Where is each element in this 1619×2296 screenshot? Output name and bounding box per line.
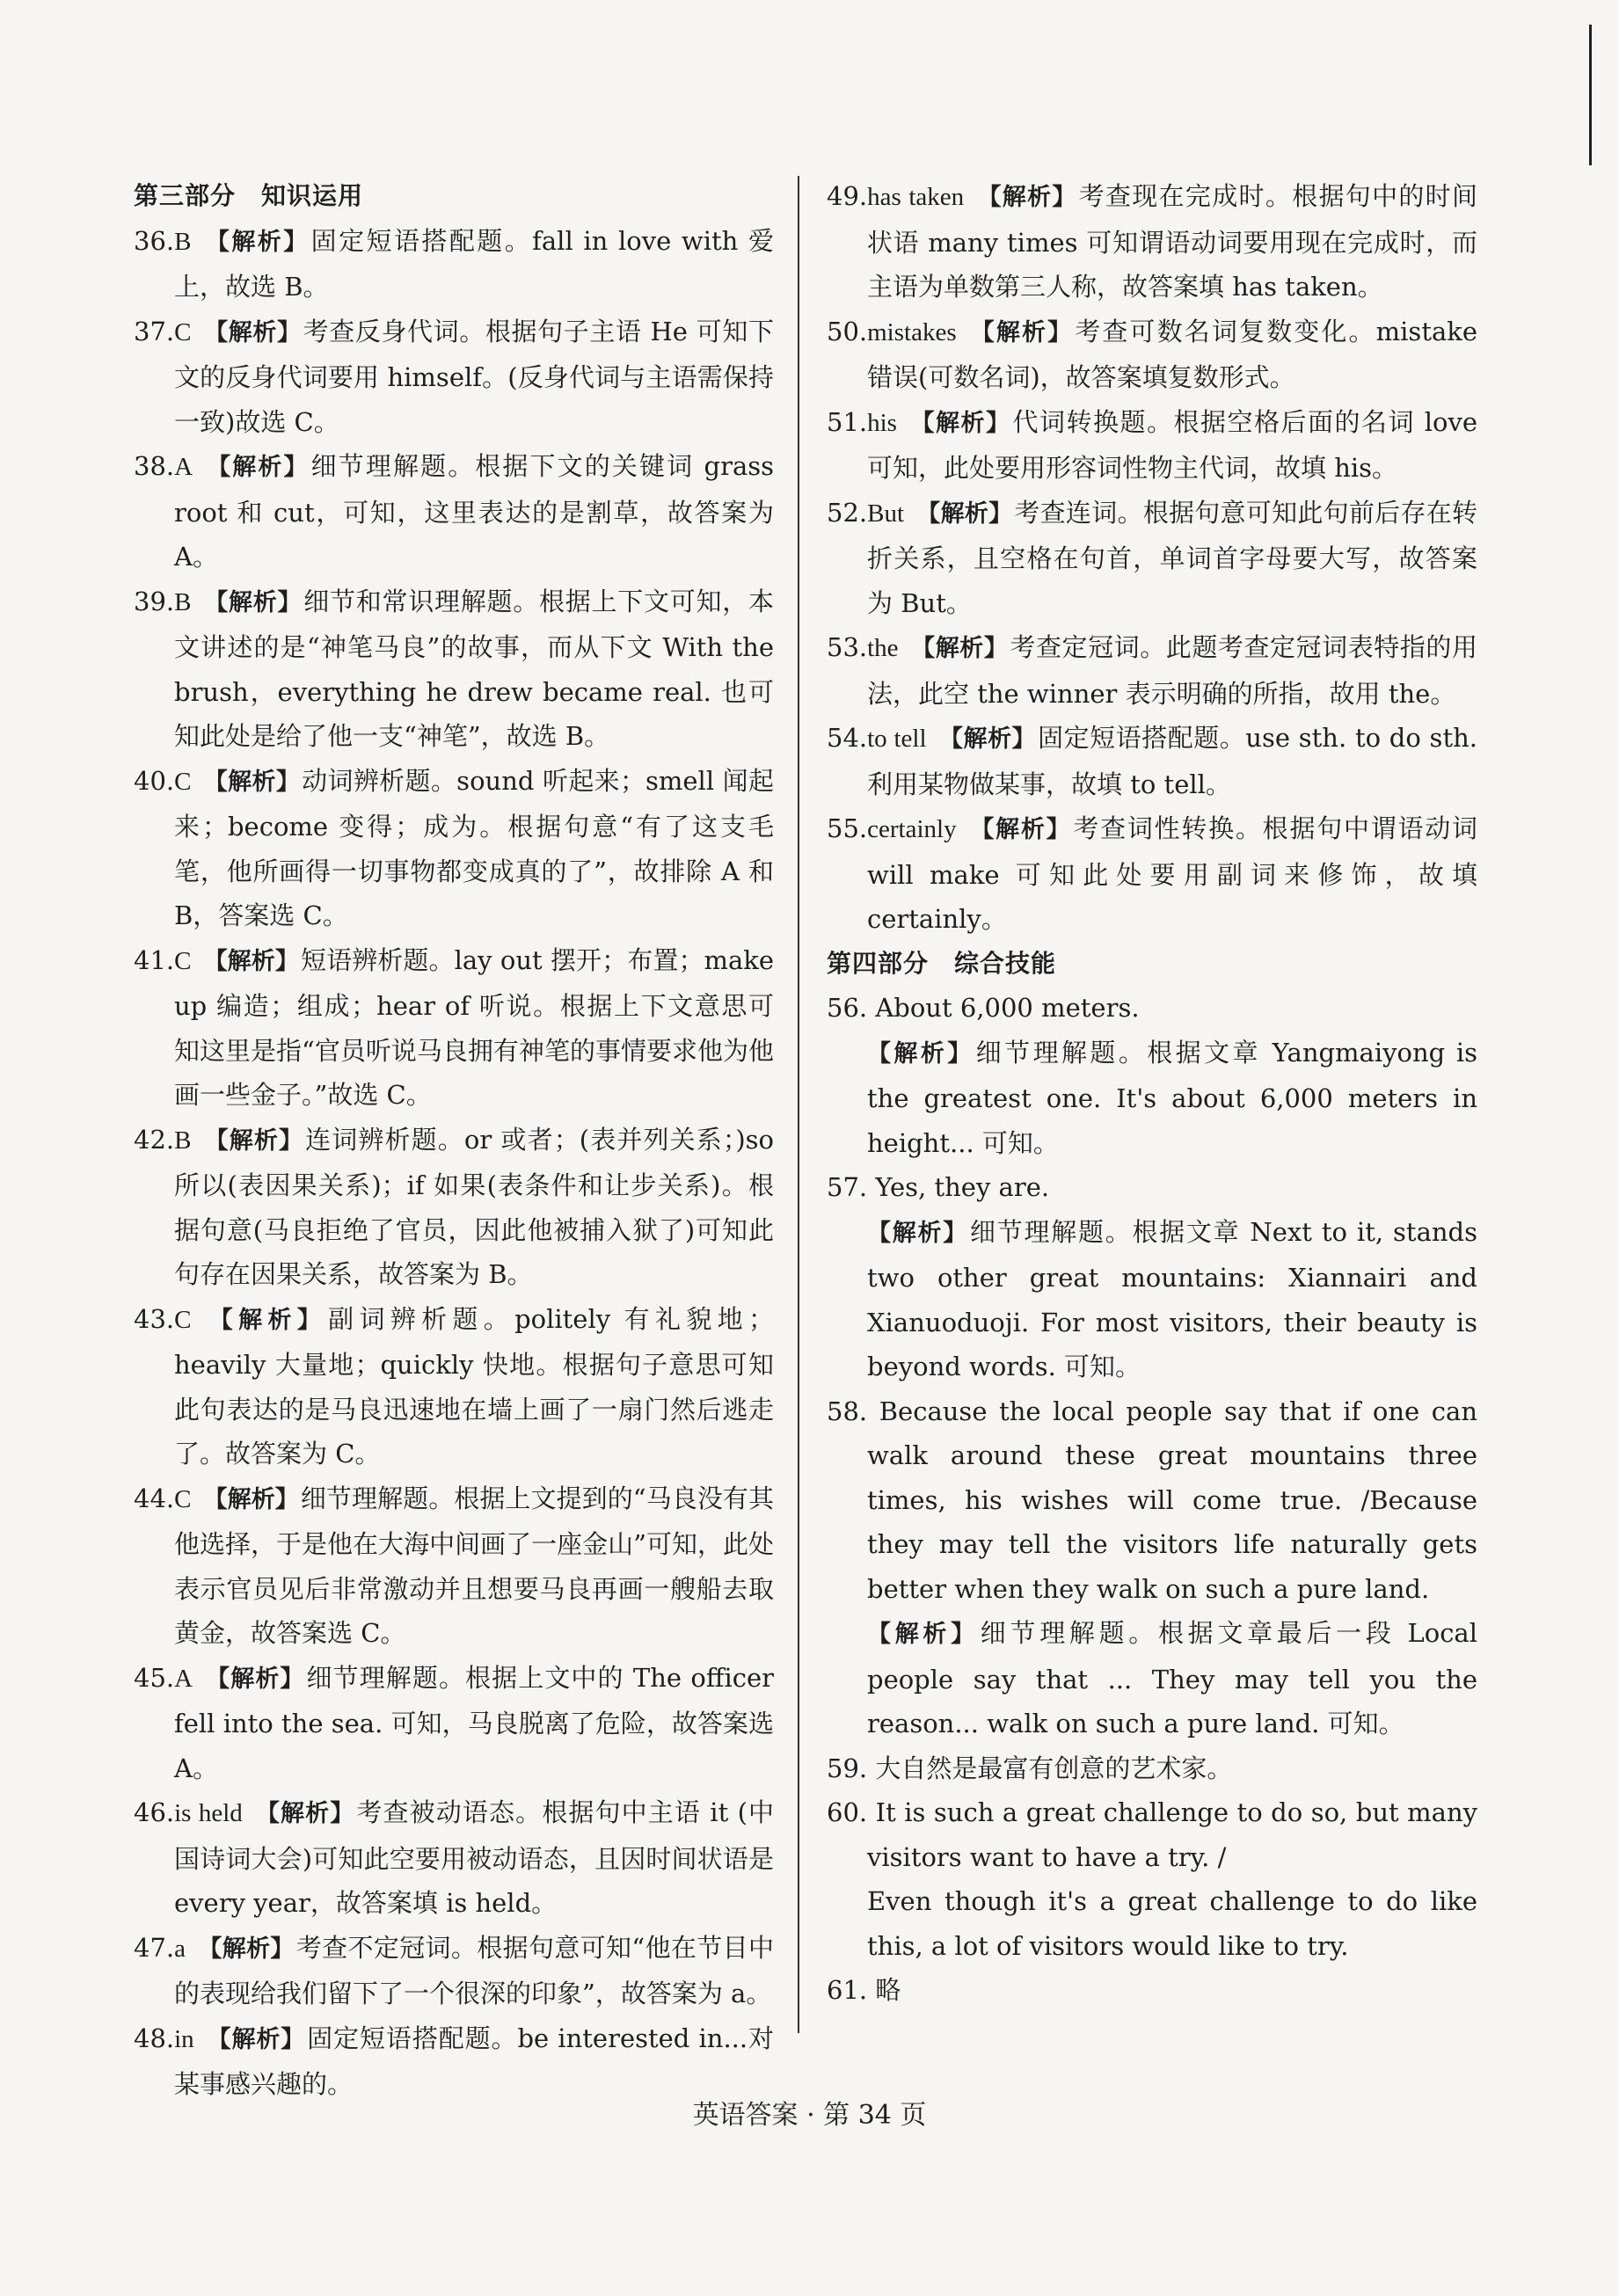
answer-text: It is such a great challenge to do so, but many visitors want to have a try. / [867, 1797, 1478, 1872]
question-number: 58. [827, 1396, 868, 1426]
question-number: 57. [827, 1172, 868, 1202]
question-number: 46. [134, 1797, 175, 1827]
analysis-text: 考查现在完成时。根据句中的时间状语 many times 可知谓语动词要用现在完成时，而主语为单数第三人称，故答案填 has taken。 [867, 181, 1477, 302]
question-number: 51. [827, 406, 868, 437]
answer-key: A [174, 453, 193, 481]
analysis-text: 考查定冠词。此题考查定冠词表特指的用法，此空 the winner 表示明确的所指，故用 the。 [867, 632, 1477, 709]
answer-key: C [174, 946, 192, 975]
answer-item [827, 625, 1477, 716]
page-footer: 英语答案 · 第 34 页 [692, 2100, 927, 2131]
page-edge-line [1589, 25, 1592, 165]
analysis-tag: 【解析】 [910, 635, 1009, 662]
answer-item [827, 1790, 1477, 1879]
analysis-tag: 【解析】 [908, 409, 1011, 437]
part4-answer-list [827, 986, 1477, 2013]
analysis-text: 动词辨析题。sound 听起来；smell 闻起来；become 变得；成为。根据句意“有了这支毛笔，他所画得一切事物都变成真的了”，故排除 A 和 B，答案选 C。 [174, 765, 774, 930]
answer-item [827, 310, 1477, 400]
question-number: 40. [134, 765, 175, 796]
analysis-block [827, 1031, 1477, 1166]
left-answer-list [134, 219, 774, 2107]
answer-item [134, 444, 774, 579]
analysis-text: 考查连词。根据句意可知此句前后存在转折关系，且空格在句首，单词首字母要大写，故答案为 But。 [867, 497, 1477, 618]
answer-item [134, 1118, 774, 1297]
answer-key: B [174, 587, 192, 616]
analysis-block [827, 1611, 1477, 1746]
answer-key: But [867, 499, 905, 528]
question-number: 52. [827, 497, 868, 528]
answer-item [134, 1297, 774, 1476]
question-number: 61. [827, 1975, 868, 2005]
analysis-tag: 【解析】 [203, 1126, 304, 1155]
analysis-text: 细节理解题。根据上文中的 The officer fell into the sea. 可知，马良脱离了危险，故答案选 A。 [174, 1662, 774, 1783]
answer-key: C [174, 767, 192, 796]
question-number: 38. [134, 451, 175, 481]
answer-item [827, 400, 1477, 491]
analysis-tag: 【解析】 [203, 947, 299, 975]
analysis-text: 细节理解题。根据上文提到的“马良没有其他选择，于是他在大海中间画了一座金山”可知，此处表示官员见后非常激动并且想要马良再画一艘船去取黄金，故答案选 C。 [174, 1483, 775, 1648]
answer-key: certainly [867, 815, 957, 843]
analysis-text: 代词转换题。根据空格后面的名词 love 可知，此处要用形容词性物主代词，故填 his。 [867, 406, 1478, 483]
answer-item [827, 1389, 1477, 1612]
question-number: 50. [827, 316, 868, 346]
analysis-tag: 【解析】 [976, 184, 1077, 211]
answer-key: B [174, 227, 192, 256]
analysis-text: 副词辨析题。politely 有礼貌地；heavily 大量地；quickly 快地。根据句子意思可知此句表达的是马良迅速地在墙上画了一扇门然后逃走了。故答案为 C。 [174, 1303, 774, 1469]
question-number: 43. [134, 1303, 175, 1334]
analysis-tag: 【解析】 [203, 318, 302, 346]
question-number: 37. [134, 316, 175, 346]
answer-key: has taken [867, 183, 965, 211]
question-number: 56. [827, 993, 868, 1023]
question-number: 60. [827, 1797, 868, 1827]
answer-item [134, 1656, 774, 1791]
analysis-tag: 【解析】 [198, 1935, 295, 1963]
analysis-text: 固定短语搭配题。use sth. to do sth. 利用某物做某事，故填 to tell。 [867, 723, 1477, 799]
analysis-tag: 【解析】 [916, 499, 1013, 528]
question-number: 49. [827, 181, 868, 211]
analysis-tag: 【解析】 [203, 588, 303, 616]
analysis-text: 短语辨析题。lay out 摆开；布置；make up 编造；组成；hear of 听说。根据上下文意思可知这里是指“官员听说马良拥有神笔的事情要求他为他画一些金子。”故选 C。 [174, 944, 775, 1110]
answer-item [827, 1746, 1477, 1791]
analysis-text: 考查不定冠词。根据句意可知“他在节目中的表现给我们留下了一个很深的印象”，故答案为 a。 [174, 1932, 775, 2008]
analysis-text: 细节理解题。根据文章最后一段 Local people say that ... They may tell you the reason... walk on such a pure land. 可知。 [867, 1618, 1477, 1738]
analysis-text: 连词辨析题。or 或者；(表并列关系；)so 所以(表因果关系)；if 如果(表条件和让步关系)。根据句意(马良拒绝了官员，因此他被捕入狱了)可知此句存在因果关系，故答案为 B。 [174, 1124, 775, 1289]
alternative-answer [827, 1879, 1477, 1968]
answer-text: 大自然是最富有创意的艺术家。 [875, 1753, 1233, 1783]
answer-key: to tell [867, 725, 927, 753]
question-number: 55. [827, 813, 868, 843]
answer-key: C [174, 317, 192, 346]
answer-item [134, 1476, 774, 1656]
answer-item [134, 938, 774, 1118]
analysis-text: 细节和常识理解题。根据上下文可知，本文讲述的是“神笔马良”的故事，而从下文 With the brush，everything he drew became real. 也可知此处是给了他一支“神笔”，故选 B。 [174, 586, 774, 751]
answer-key: in [174, 2024, 194, 2053]
right-column [827, 174, 1477, 2013]
answer-item [134, 759, 774, 938]
answer-key: mistakes [867, 317, 957, 346]
question-number: 53. [827, 632, 868, 662]
answer-item [827, 1165, 1477, 1210]
analysis-text: 考查被动语态。根据句中主语 it (中国诗词大会)可知此空要用被动语态，且因时间状语是 every year，故答案填 is held。 [174, 1797, 775, 1918]
answer-item [827, 716, 1477, 806]
answer-key: a [174, 1934, 186, 1963]
section-title-part3: 第三部分 知识运用 [134, 181, 364, 210]
question-number: 36. [134, 225, 175, 256]
question-number: 54. [827, 723, 868, 753]
answer-text: Even though it's a great challenge to do like this, a lot of visitors would like to try. [867, 1886, 1477, 1961]
analysis-tag: 【解析】 [968, 318, 1074, 346]
answer-key: C [174, 1484, 192, 1513]
answer-text: Because the local people say that if one can walk around these great mountains three times, his wishes will come true. /Because they may tell the visitors life naturally gets better when they walk on such a pure land. [867, 1396, 1477, 1604]
analysis-tag: 【解析】 [203, 768, 301, 796]
analysis-text: 细节理解题。根据文章 Next to it, stands two other great mountains: Xiannairi and Xianuoduoji. For most visitors, their beauty is beyond words. 可知。 [867, 1216, 1477, 1381]
analysis-tag: 【解析】 [205, 1665, 305, 1693]
analysis-tag: 【解析】 [203, 1306, 327, 1334]
answer-item [134, 219, 774, 310]
analysis-tag: 【解析】 [938, 725, 1037, 753]
right-answer-list [827, 174, 1477, 942]
question-number: 41. [134, 944, 175, 975]
answer-item [827, 806, 1477, 942]
analysis-tag: 【解析】 [203, 1485, 299, 1513]
answer-key: the [867, 634, 899, 662]
answer-item [134, 1790, 774, 1926]
answer-item [827, 174, 1477, 310]
question-number: 42. [134, 1124, 175, 1155]
answer-item [827, 491, 1477, 626]
answer-key: C [174, 1305, 192, 1334]
question-number: 44. [134, 1483, 175, 1513]
answer-item [827, 1968, 1477, 2013]
question-number: 59. [827, 1753, 868, 1783]
analysis-tag: 【解析】 [205, 454, 310, 481]
analysis-text: 细节理解题。根据文章 Yangmaiyong is the greatest one. It's about 6,000 meters in height... 可知。 [867, 1037, 1478, 1158]
answer-key: his [867, 408, 897, 437]
question-number: 39. [134, 586, 175, 616]
analysis-block [827, 1210, 1477, 1389]
analysis-tag: 【解析】 [867, 1039, 974, 1068]
answer-text: 略 [875, 1975, 901, 2005]
answer-key: B [174, 1126, 192, 1155]
section-title-part4: 第四部分 综合技能 [827, 948, 1057, 978]
analysis-text: 固定短语搭配题。be interested in...对某事感兴趣的。 [174, 2023, 775, 2099]
answer-text: Yes, they are. [875, 1172, 1050, 1202]
answer-item [134, 1926, 774, 2016]
analysis-tag: 【解析】 [203, 228, 310, 256]
answer-key: A [174, 1664, 193, 1693]
analysis-text: 细节理解题。根据下文的关键词 grass root 和 cut，可知，这里表达的是割草，故答案为 A。 [174, 451, 775, 572]
question-number: 47. [134, 1932, 175, 1963]
answer-item [134, 579, 774, 759]
analysis-tag: 【解析】 [968, 816, 1072, 843]
answer-text: About 6,000 meters. [875, 993, 1140, 1023]
analysis-tag: 【解析】 [867, 1621, 979, 1648]
analysis-tag: 【解析】 [867, 1219, 968, 1247]
question-number: 48. [134, 2023, 175, 2053]
left-column [134, 174, 774, 2107]
analysis-tag: 【解析】 [254, 1800, 355, 1827]
column-divider [798, 176, 799, 2033]
analysis-text: 考查反身代词。根据句子主语 He 可知下文的反身代词要用 himself。(反身代词与主语需保持一致)故选 C。 [174, 316, 775, 437]
analysis-text: 固定短语搭配题。fall in love with 爱上，故选 B。 [174, 225, 775, 302]
answer-key: is held [174, 1799, 243, 1827]
analysis-text: 考查词性转换。根据句中谓语动词 will make 可知此处要用副词来修饰，故填 certainly。 [867, 813, 1477, 934]
analysis-text: 考查可数名词复数变化。mistake 错误(可数名词)，故答案填复数形式。 [867, 316, 1477, 392]
answer-item [134, 310, 774, 445]
answer-item [827, 986, 1477, 1031]
analysis-tag: 【解析】 [206, 2025, 306, 2053]
question-number: 45. [134, 1662, 175, 1693]
